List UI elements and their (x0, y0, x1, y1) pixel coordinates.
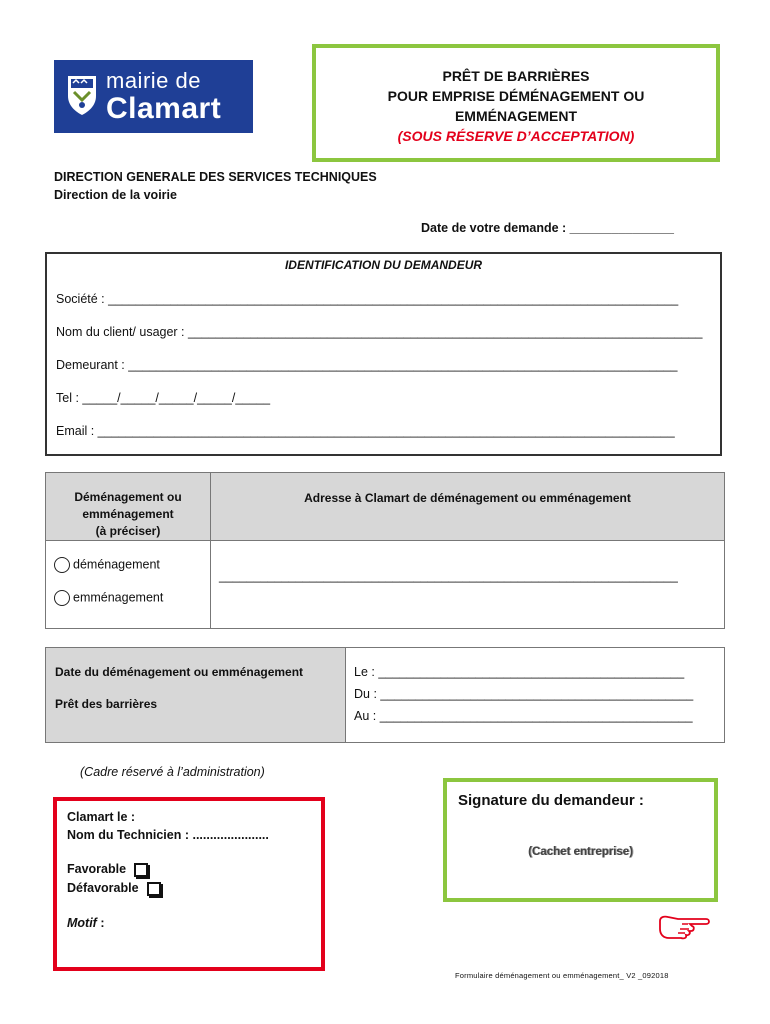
motif-colon: : (96, 916, 105, 930)
department-name: DIRECTION GENERALE DES SERVICES TECHNIQUES (54, 170, 377, 184)
identification-box (45, 252, 722, 456)
logo-line2: Clamart (106, 92, 222, 125)
request-date-field[interactable]: Date de votre demande : _______________ (421, 221, 674, 235)
option-demenagement-label: déménagement (73, 557, 160, 572)
logo-line1: mairie de (106, 68, 201, 93)
move-type-header-line1: Déménagement ou (74, 490, 182, 504)
identification-heading: IDENTIFICATION DU DEMANDEUR (284, 258, 483, 272)
dates-table (45, 647, 725, 743)
title-line2: POUR EMPRISE DÉMÉNAGEMENT OU (387, 88, 645, 104)
le-date-field[interactable]: Le : ____________________________________________ (354, 665, 685, 679)
radio-demenagement[interactable] (54, 557, 70, 573)
signature-title: Signature du demandeur : (458, 792, 644, 809)
clamart-logo (54, 60, 253, 133)
favorable-label: Favorable (67, 862, 127, 876)
client-name-field[interactable]: Nom du client/ usager : __________________________________________________________________________ (56, 325, 703, 339)
footer-form-version: Formulaire déménagement ou emménagement_ V2 _092018 (455, 971, 669, 980)
dates-fields-cell (346, 648, 725, 743)
admin-note: (Cadre réservé à l’administration) (80, 765, 265, 779)
du-date-field[interactable]: Du : _____________________________________________ (354, 687, 694, 701)
admin-box (53, 797, 325, 971)
email-field[interactable]: Email : ___________________________________________________________________________________ (56, 424, 675, 438)
clamart-date-label: Clamart le : (67, 810, 136, 824)
coat-of-arms-icon (66, 74, 98, 116)
phone-field[interactable]: Tel : _____/_____/_____/_____/_____ (56, 391, 271, 405)
move-date-label: Date du déménagement ou emménagement (55, 665, 304, 679)
radio-emmenagement[interactable] (54, 590, 70, 606)
signature-box (443, 778, 718, 902)
option-emmenagement-label: emménagement (73, 590, 164, 605)
move-type-header-line2: emménagement (82, 507, 174, 521)
defavorable-label: Défavorable (67, 881, 139, 895)
title-line3: EMMÉNAGEMENT (454, 108, 578, 124)
barrier-loan-label: Prêt des barrières (55, 697, 158, 711)
address-cell (211, 541, 725, 629)
technician-field[interactable]: Nom du Technicien : ...................... (67, 828, 269, 842)
option-demenagement[interactable] (54, 557, 210, 573)
address-field[interactable]: Demeurant : _______________________________________________________________________________ (56, 358, 678, 372)
company-stamp-label: (Cachet entreprise) (528, 846, 633, 858)
societe-field[interactable]: Société : __________________________________________________________________________________ (56, 292, 679, 306)
dates-label-cell (46, 648, 346, 743)
title-box (312, 44, 720, 162)
move-type-header-line3: (à préciser) (95, 524, 161, 538)
au-date-field[interactable]: Au : _____________________________________________ (354, 709, 693, 723)
move-type-options (46, 541, 211, 629)
department-subname: Direction de la voirie (54, 188, 177, 202)
title-line1: PRÊT DE BARRIÈRES (442, 68, 590, 84)
move-type-header (46, 473, 211, 541)
option-emmenagement[interactable] (54, 590, 210, 606)
motif-row[interactable] (67, 916, 105, 930)
defavorable-row[interactable] (67, 881, 161, 896)
favorable-checkbox[interactable] (134, 863, 148, 877)
title-subtitle: (SOUS RÉSERVE D’ACCEPTATION) (397, 128, 635, 144)
move-address-table (45, 472, 725, 629)
address-header: Adresse à Clamart de déménagement ou emménagement (211, 473, 725, 541)
favorable-row[interactable] (67, 862, 148, 877)
defavorable-checkbox[interactable] (147, 882, 161, 896)
motif-label: Motif (67, 916, 97, 930)
move-address-field[interactable]: __________________________________________________________________ (219, 569, 678, 583)
pointing-hand-icon (656, 911, 712, 941)
